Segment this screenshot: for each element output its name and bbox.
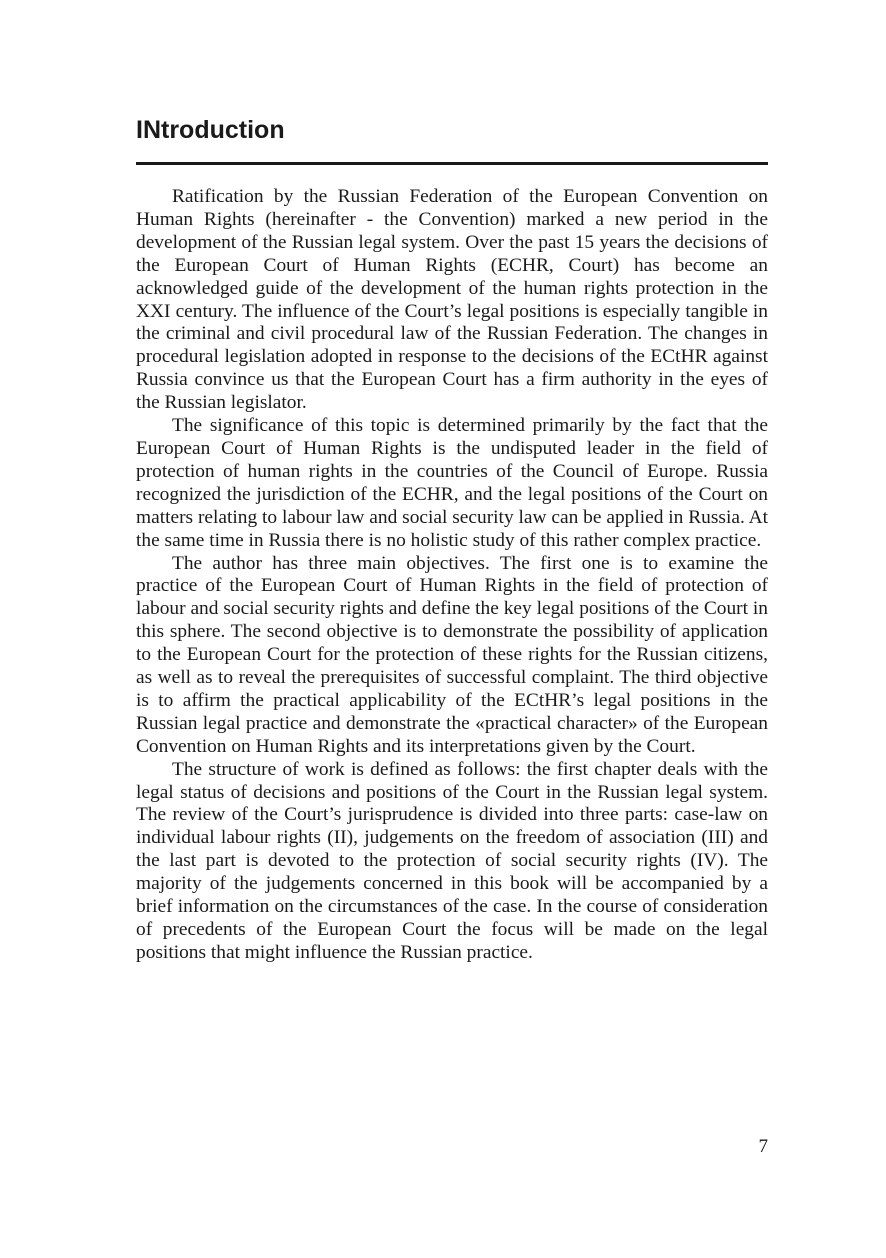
section-heading: INtroduction xyxy=(136,116,285,144)
paragraph: The author has three main objectives. The first one is to examine the practice of the European Court of Human Rights in the field of protection of labour and social security rights and define the key legal positions of the Court in this sphere. The second objective is to demonstrate the possibility of application to the European Court for the protection of these rights for the Russian citizens, as well as to reveal the prerequisites of successful complaint. The third objective is to affirm the practical applicability of the ECtHR’s legal positions in the Russian legal practice and demonstrate the «practical character» of the European Convention on Human Rights and its interpretations given by the Court. xyxy=(136,552,768,757)
paragraph: The significance of this topic is determined primarily by the fact that the European Court of Human Rights is the undisputed leader in the field of protection of human rights in the countries of the Council of Europe. Russia recognized the jurisdiction of the ECHR, and the legal positions of the Court on matters relating to labour law and social security law can be applied in Russia. At the same time in Russia there is no holistic study of this rather complex practice. xyxy=(136,415,768,551)
page-number: 7 xyxy=(758,1136,768,1157)
paragraph: Ratification by the Russian Federation of the European Convention on Human Rights (hereinafter - the Convention) marked a new period in the development of the Russian legal system. Over the past 15 years the decisions of the European Court of Human Rights (ECHR, Court) has become an acknowledged guide of the development of the human rights protection in the XXI century. The influence of the Court’s legal positions is especially tangible in the criminal and civil procedural law of the Russian Federation. The changes in procedural legislation adopted in response to the decisions of the ECtHR against Russia convince us that the European Court has a firm authority in the eyes of the Russian legislator. xyxy=(136,186,768,414)
body-text xyxy=(136,186,768,965)
paragraph: The structure of work is defined as follows: the first chapter deals with the legal status of decisions and positions of the Court in the Russian legal system. The review of the Court’s jurisprudence is divided into three parts: case-law on individual labour rights (II), judgements on the freedom of association (III) and the last part is devoted to the protection of social security rights (IV). The majority of the judgements concerned in this book will be accompanied by a brief information on the circumstances of the case. In the course of consideration of precedents of the European Court the focus will be made on the legal positions that might influence the Russian practice. xyxy=(136,758,768,963)
heading-rule xyxy=(136,162,768,165)
